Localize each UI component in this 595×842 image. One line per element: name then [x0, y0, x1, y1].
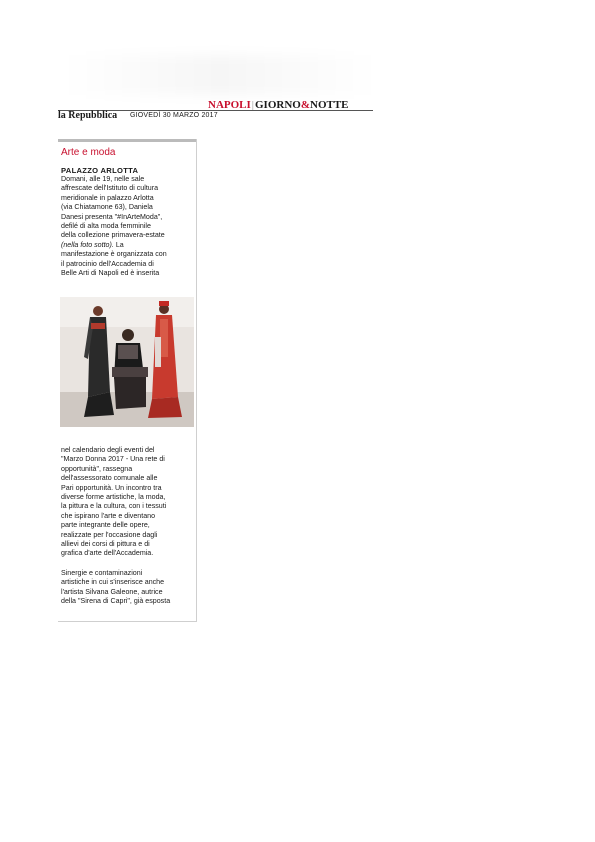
body-line: manifestazione è organizzata con	[61, 250, 167, 259]
section-separator: |	[251, 99, 254, 111]
body-line: opportunità", rassegna	[61, 464, 133, 473]
body-line: (via Chiatamone 63), Daniela	[61, 203, 153, 212]
body-fragment: La	[113, 240, 124, 249]
body-line: Sinergie e contaminazioni	[61, 569, 143, 577]
body-line-italic	[61, 241, 195, 250]
body-line: della collezione primavera-estate	[61, 231, 165, 240]
body-line: parte integrante delle opere,	[61, 521, 150, 530]
section-giorno: GIORNO	[254, 99, 301, 111]
section-ampersand: &	[300, 99, 310, 111]
body-line: dell'assessorato comunale alle	[61, 474, 158, 483]
body-line: Belle Arti di Napoli ed è inserita	[61, 269, 160, 278]
masthead: la Repubblica	[58, 110, 118, 121]
body-line: il patrocinio dell'Accademia di	[61, 259, 154, 268]
body-line: Danesi presenta "#InArteModa",	[61, 212, 163, 221]
body-line: defilé di alta moda femminile	[61, 222, 151, 231]
body-line: allievi dei corsi di pittura e di	[61, 540, 150, 549]
scan-smudge	[60, 55, 380, 95]
article-body-2	[61, 446, 195, 559]
section-city: NAPOLI	[208, 99, 251, 111]
article-kicker: Arte e moda	[61, 147, 116, 158]
body-line: "Marzo Donna 2017 - Una rete di	[61, 455, 165, 464]
body-line: artistiche in cui s'inserisce anche	[61, 578, 165, 587]
article-headline: PALAZZO ARLOTTA	[61, 166, 139, 175]
dateline: GIOVEDÌ 30 MARZO 2017	[130, 112, 218, 119]
body-line: che ispirano l'arte e diventano	[61, 511, 156, 520]
body-line: realizzate per l'occasione dagli	[61, 530, 158, 539]
article-body-3	[61, 569, 195, 607]
body-line: l'artista Silvana Galeone, autrice	[61, 587, 163, 596]
body-line: affrescate dell'Istituto di cultura	[61, 184, 159, 193]
body-line: diverse forme artistiche, la moda,	[61, 493, 166, 502]
fashion-show-photo	[60, 297, 194, 427]
page-header	[58, 97, 373, 121]
body-line: meridionale in palazzo Arlotta	[61, 193, 154, 202]
section-notte: NOTTE	[310, 99, 349, 111]
photo-reference: (nella foto sotto).	[61, 240, 114, 249]
body-line: Pari opportunità. Un incontro tra	[61, 483, 162, 492]
article-clipping	[58, 139, 197, 622]
body-line: la pittura e la cultura, con i tessuti	[61, 502, 167, 511]
body-line: Domani, alle 19, nelle sale	[61, 175, 145, 183]
body-line: nel calendario degli eventi del	[61, 446, 155, 454]
body-line: della "Sirena di Capri", già esposta	[61, 597, 171, 606]
article-top-bar	[58, 139, 196, 142]
article-body-1	[61, 175, 195, 278]
body-line: grafica d'arte dell'Accademia.	[61, 549, 154, 558]
